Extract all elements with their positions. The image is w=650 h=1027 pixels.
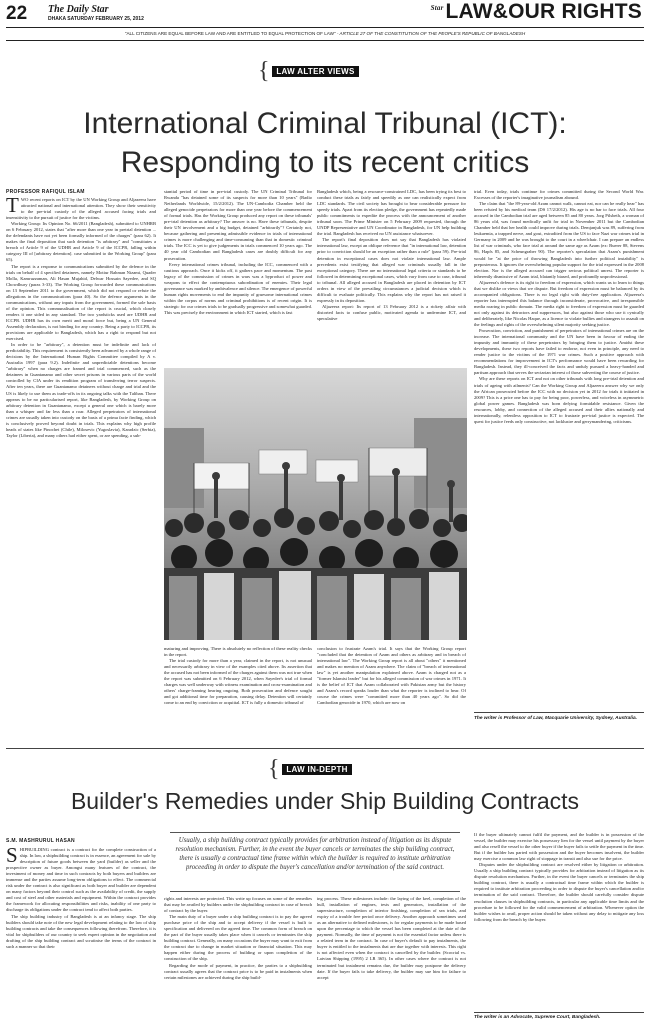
paragraph: The main duty of a buyer under a ship building contract is to pay the agreed purchase price of the ship and to accept delivery if the vessel is built to specification and delivered on the agreed time. The common form of breach on the part of the buyer usually takes place when it cancels or terminates the ship building contract. Generally, on many occasions the buyer may want to exit from the contract due to change in market situation or financial situation. This may happen either during the process of building or upon completion of the construction of the ship. (164, 914, 312, 962)
header-rule-bottom (6, 40, 644, 41)
article1-headline (0, 104, 650, 182)
article2-column-4 (474, 832, 644, 1010)
article-divider (6, 748, 644, 749)
paragraph: trial. Even today, trials continue for crimes committed during the Second World War. Excesses of the reporter's imaginative journalism abound. (474, 189, 644, 201)
paragraph: Aljazeera report: Its report of 13 February 2012 is a rickety affair with distorted facts to confuse public, motivated agenda to undermine ICT, and speculative (317, 303, 466, 321)
paragraph: The trial custody for more than a year, claimed in the report, is not unusual and necessarily arbitrary in view of the examples cited above. Its assertion that the accused has not been informed of the charges against them was not true when the report was submitted on 6 February 2012, when Sayedee's trial of formal charges was well underway with witness examination and cross-examination and others' charge-framing hearing ongoing. Both prosecution and defence sought and got additional time for preparation, causing delay. Detention will certainly come to an end by conviction or acquittal. ICT is fully a domestic tribunal of (164, 658, 312, 706)
paragraph: The ship building industry of Bangladesh is at an infancy stage. The ship builders should take note of the new legal development relating to the law of ship building contracts and take the consequences following therefrom. Therefore, it is vital for shipbuilders of our country to seek expert opinion in the negotiation and drafting of the ship building contract and scrutinise the terms of the contract in such a manner so that their (6, 913, 156, 949)
paragraph: Aljazeera's defence is its right to freedom of expression, which wants us to learn to things that we dislike or views that we dispute. But freedom of expression must be balanced by its accompanied obligations. There is no legal right with duty-free application. Aljazeera's reporter has interrupted this balance through inconsiderate, provocative, and irresponsible media roaring in public domain. The media right to freedom of expression must be guarded not only against its detractors and suppressors, but also against those who use it cynically and deliberately, like Nicolas Haque, as a licence to violate bullies and strangers to assault on the feelings and rights of the overwhelming silent majority seeking justice. (474, 279, 644, 328)
paragraph: If the buyer ultimately cannot fulfil the payment, and the builder is in possession of the vessel, the builder may exercise his possessory lien for the vessel until payment by the buyer and also resell the vessel to the other buyer if the buyer fails to settle the payment in the time. But if the builder has parted with possession and the buyer becomes insolvent, the builder may exercise a common law right of stoppage in transit and also sue for the price. (474, 832, 644, 862)
paragraph: Regarding the mode of payment, in practice, the parties to a shipbuilding contract usually agrees that the contract price is to be paid in instalments when certain milestones are achieved during the ship build- (164, 962, 312, 980)
paragraph: TWO recent reports on ICT by the UN Working Group and Aljazeera have attracted national and international attention. They show their sensitivity to the pre-trial custody of the alleged accused facing trials and insensitivity to the pursuit of justice for the victims. (6, 197, 156, 221)
paragraph: Bangladesh which, being a resource-constrained LDC, has been trying its best to conduct these trials as fairly and speedily as one can realistically expect from LDC standards. The civil society has brought to bear considerable pressure for speedy trials. Apart from its election pledge, the government has repeatedly made public commitments to expedite the process with the announcement of another tribunal soon. The Prime Minister on 5 February 2009 requested, through the UNDP Representative and UN Coordinator in Bangladesh, for UN help building the trial. Bangladesh has received no UN assistance whatsoever. (317, 189, 466, 237)
article1-writer-note: The writer is Professor of Law, Macquarie University, Sydney, Australia. (474, 716, 637, 721)
footnote-rule (474, 712, 644, 713)
paragraph: Why are these reports on ICT and not on other tribunals with long pre-trial detention and trials of ageing with ailments? Can the Working Group and Aljazeera answer why we only the African prosecuted before the ICC with no decision yet in 2012 for trials it initiated in 2009? This is a price one has to pay for being poor, powerless, and voiceless in asymmetric global power games. Bangladesh was born defying formidable resistance. Given the resources, lobby, and connection of the alleged accused and their allies nationally and internationally, relentless opposition to ICT to frustrate pre-trial justice is expected. The quest for justice feeds only constructive, not lacklustre and gerrymandering, criticisms. (474, 376, 644, 424)
article2-byline: S.M. MASHRURUL HASAN (6, 838, 75, 844)
paragraph: Disputes under the shipbuilding contract are resolved either by litigation or arbitration. Usually a ship building contract typically provides for arbitration instead of litigation as its dispute resolution mechanism. Further, in the event the buyer cancels or terminates the ship building contract, there is usually a contractual time frame within which the builder is required to institute arbitration proceeding in order to dispute the buyer's cancellation and/or termination of the said contract. Therefore, the builder should carefully consider dispute resolution clauses in shipbuilding contracts, in particular any applicable time limits and the procedure to be followed for the valid commencement of arbitration. Whenever option the builder wishes to avail, proper action should be taken without any delay to mitigate any loss following from the breach by the buyer. (474, 862, 644, 922)
drop-cap: T (6, 197, 19, 217)
paragraph: Working Group: Its Opinion No. 66/2011 (Bangladesh), submitted to UNHRB on 6 February 2012, states that "after more than one year in pretrial detention ... the defendants have not yet been formally informed of the charges" (para 62). It makes the final deposition that such detention "is arbitrary" and "constitutes a breach of Article 9 of the UDHR and Article 9 of the ICCPR, falling within category III of [arbitrary detention]. case submitted to the Working Group" (para 65). (6, 221, 156, 263)
article1-column-3-bottom (317, 646, 466, 742)
curly-brace-icon: { (268, 756, 280, 782)
section-tag-in-depth (268, 756, 352, 783)
pullquote: Usually, a ship building contract typically provides for arbitration instead of litigation as its dispute resolution mechanism. Further, in the event the buyer cancels or terminates the ship building contract, there is usually a contractual time frame within which the builder is required to institute arbitration proceeding in order to dispute the buyer's cancellation and/or termination of the said contract. (175, 837, 455, 871)
article2-column-2 (164, 896, 312, 1023)
article1-column-3-top (317, 189, 466, 365)
tagline-source: - ARTICLE 27 OF THE CONSTITUTION OF THE PEOPLE'S REPUBLIC OF BANGLADESH (335, 31, 526, 36)
paragraph: Prosecution, conviction, and punishment of perpetrators of international crimes are on the increase. The international community and the UN have been in favour of ending the impunity and immunity of these perpetrators by bringing them to justice. Amidst these developments, these two reports have failed to endorse, not even in principle, any need to render justice to the victims of the 1971 war crimes. Such a positive approach with recommendations for improvement in ICT's performance would have been rewarding for Bangladesh. Instead, they ill-conceived the facts and unduly pursued a heavy-handed and partisan approach that serves the sectarian interest of those subverting the course of justice. (474, 328, 644, 376)
section-star: Star (430, 4, 444, 12)
article2-column-1 (6, 847, 156, 1023)
article1-column-1 (6, 197, 156, 741)
headline-line-1: International Criminal Tribunal (ICT): (83, 107, 567, 140)
article2-headline: Builder's Remedies under Ship Building Contracts (70, 788, 580, 814)
pullquote-rule-top (170, 832, 460, 833)
masthead: The Daily Star (48, 4, 109, 15)
page-number: 22 (6, 3, 28, 24)
paragraph: conclusion to frustrate Azam's trial. It says that the Working Group report "concluded that the detention of Azam and others as arbitrary and in breach of international law". The Working Group report is all about "others" it mentioned and makes no mention of Azam anywhere. The claim of "breach of international law" is yet another manipulation explained above. Azam is charged not as a "former Islamist leader" but for his alleged commission of war crimes in 1971. It is the belief of ICT that Azam collaborated with Pakistan army but the history and Azam's record speaks louder than what the reporter is inclined to hear. Of course the crimes were "committed more than 40 years ago". So did the Cambodian genocide in 1970, which are now on (317, 646, 466, 706)
article2-column-3 (317, 896, 466, 1023)
headline-line-2: Responding to its recent critics (120, 146, 530, 179)
section-title (431, 0, 642, 24)
paragraph: Every international crimes tribunal, including the ICC, commenced with a cautious approach. Once it kicks off, it gathers pace and momentum. The past legacy of the commission of crimes in wars was a byproduct of power and weapons to effect the contemptuous subordination of enemies. Their legal governance was marked by ambivalence and silence. The emergence of powerful human rights movements to end the impunity of gruesome international crimes within the corpus of norms and criminal prohibitions is of recent origin. It is strategic for our crimes trials to be gradually progressive and somewhat guarded. This was precisely the environment in which ICT started, which is fast (164, 261, 312, 315)
paragraph: maturing and improving. There is absolutely no reflection of these reality checks in the report. (164, 646, 312, 658)
paragraph: ing process. These milestones include: the laying of the keel, completion of the hull, installation of engines, tests and generators, installation of the superstructure, completion of interior finishing, completion of sea trials, and expiry of a trouble free period once delivery. Another approach sometimes used as an alternative to defined milestones, is for regular payments to be made based upon the percentage to which the vessel has been completed at the date of the payment. Normally, the time of payment is not the essential factor unless there is a related term in the contract. In case of buyer's default to pay instalments, the buyer is entitled to the instalments that are due together with interests. This right is not affected even when the contract is cancelled by the builder. (Scocrial vs. Latvian Shipping (1995) 2 LR 365). In other cases where the contract is not terminated but instalment remains due, the builder may postpone the delivery date. If the buyer fails to take delivery, the builder may sue him for failure to accept (317, 896, 466, 980)
drop-cap: S (6, 847, 18, 867)
paragraph: The claim that "the 89-year-old Azam cannot walk, cannot eat, nor can he really hear" has been refuted by his medical team (DS 17/2/2012). His age is no bar to face trials. All four accused in the Cambodian trial are aged between 85 and 80 years. Jorg Pilsbeth, a woman of 86 years old, was found medically unfit for trial in November 2011 but the Cambodian Chamber held that her health could improve during trials. Demjanjuk was 89, suffering from leukaemia, a trapped nerve, and gout, extradited from the US to face Nazi war crimes trial in Germany in 2009 and he was brought to the court in a wheelchair. I can prepare an endless list of war criminals, who face trial at around the same age as Azam (ex: Buerer 88, Stevens 86, Hapfs 85, and Scheungraber 90). The reporter's speculation that Azam's punishment would be "at the price of throwing Bangladesh into further political instability" is preposterous. It ignores the overwhelming popular support for the trial expressed in the 2008 election. Nor is the alleged accused can trigger serious political unrest. The reporter is inherently dismissive of Azam trial, blatantly biased, and profoundly unprofessional. (474, 201, 644, 279)
article1-column-2-bottom (164, 646, 312, 742)
header-rule (6, 27, 644, 28)
article1-column-4 (474, 189, 644, 709)
footnote-rule (474, 1012, 644, 1013)
paragraph: SHIPBUILDING contract is a contract for the complete construction of a ship. In law, a shipbuilding contract is in essence, an agreement for sale by description of future goods between the yard (builder) as seller and the prospective owner as buyer. Amongst many features of the contract, the investment of money and time in such contracts by both buyers and builders are immense and the parties assume long-term obligations to effect. The commercial risk under the contract is also significant as both buyer and builder are dependent on many factors beyond their control such as the availability of credit, the supply and cost of steel and other materials and equipment. Within the contract provides the framework for allocating responsibilities and risks, inability of one party to discharge its obligations under the contract tend to affect both parties. (6, 847, 156, 913)
protest-crowd-photo (164, 368, 467, 640)
paragraph: The report is a response to communications submitted by the defence in the trials on behalf of 4 specified detainees, namely Motiur Rahman Nizami, Quader Molla, Kamruzzaman, Ali Hasan Mujahid, Delwar Hossain Sayedee, and SQ Chowdhury (paras 3-33). The Working Group forwarded these communications on 13 September 2011 to the government, which did not respond or refute the allegations in the communications (para 40). So the defence arguments in the communications, without any inputs from the government, formed the sole basis of the opinion. This communalisation of the report is crucial, which closely renders it one sided in any standard. The two yardsticks used are UDHR and ICCPR. UDHR has its own merit and moral force but, being a UN General Assembly declaration, is not binding for any country. Being a party to ICCPR, its provisions are applicable to Bangladesh, which has a right to respond but not exercised. (6, 263, 156, 342)
paragraph: stantial period of time in pre-trial custody. The UN Criminal Tribunal for Rwanda "has detained some of its suspects for more than 10 years" (Radio Netherlands Worldwide, 15/2/2012). The UN-Cambodia Chamber held the alleged genocide perpetrators for more than one year before the commencement of formal trials. Has the Working Group produced any report on these tribunals' pre-trial detention as arbitrary? The answer is no. Have these tribunals, despite their UN involvement and a big budget, detained "arbitrarily"? Certainly not, because gathering and presenting admissible evidence in trials of international crimes is more challenging and time-consuming than that in domestic criminal trials. The ICC is yet to give judgements in trials commenced 10 years ago. The 40 year old Cambodian and Bangladesh cases are doubly difficult for any prosecution. (164, 189, 312, 261)
section-title-text: LAW&OUR RIGHTS (445, 0, 642, 23)
paragraph: In order to be "arbitrary", a detention must be indefinite and lack of predictability. This requirement is consistently been advanced by a whole range of decisions by the International Human Rights Committee compiled by A v. Australia 1997 (para 9.2). Indefinite and unpredictable detentions become "arbitrary" when no charges are framed and trial commenced, such as the detainees in Guantanamo and other secret prisons in various parts of the world controlled by CIA under its rendition program of transferring terror suspects. After ten years, there are Guantanamo detainees without charge and trial and the US is likely to use them as trade-offs in its ongoing talks with the Taliban. There appears to be no particularised report, like Bangladesh, by Working Group on arbitrary detention in Guantanamo, except a general one which is barely more than a whisper and far less than a roar. Alleged perpetrators of international crimes are usually taken into custody on the basis of a prima facie finding, which is conclusively proved beyond doubt in trials. This explains why high profile heads of states like Pinochet (Chile), Milosevic (Yugoslavia), Karadzic (Serbia), Taylor (Liberia), and many others had either spent, or are spending, a sub- (6, 342, 156, 438)
section-tag-label: LAW ALTER VIEWS (272, 66, 358, 77)
article2-writer-note: The writer is an Advocate, Supreme Court, Bangladesh. (474, 1015, 601, 1020)
paragraph: rights and interests are protected. This write up focuses on some of the remedies that may be availed by builders under the shipbuilding contract in case of breach of contract by the buyer. (164, 896, 312, 914)
tagline-quote: "ALL CITIZENS ARE EQUAL BEFORE LAW AND ARE ENTITLED TO EQUAL PROTECTION OF LAW" (124, 31, 336, 36)
section-tag-alter-views (258, 58, 359, 85)
tagline (0, 31, 650, 36)
photo-illustration (164, 368, 467, 640)
section-tag-label: LAW IN-DEPTH (282, 764, 351, 775)
curly-brace-icon: { (258, 58, 270, 84)
pullquote-rule-bottom (170, 891, 460, 892)
paragraph: The report's final deposition does not say that Bangladesh has violated international law, except an oblique reference that "in international law, detention prior to conviction should be an exception rather than a rule" (para 59). Pre-trial detention in exceptional cases does not violate international law. Ample precedents exist testifying that alleged war criminals usually fall in the exceptional category. There are no international legal criteria or standards to be followed in determining exceptional cases, which vary from case to case, tribunal to tribunal. All alleged accused in Bangladesh are placed in detention by ICT orders in view of the prevailing circumstances a judicial decision which is difficult to evaluate politically. This explains why the report has not raised it expressly in its deposition. (317, 237, 466, 303)
dateline: DHAKA SATURDAY FEBRUARY 25, 2012 (48, 16, 144, 22)
article1-column-2-top (164, 189, 312, 365)
article1-byline: PROFESSOR RAFIQUL ISLAM (6, 189, 85, 195)
